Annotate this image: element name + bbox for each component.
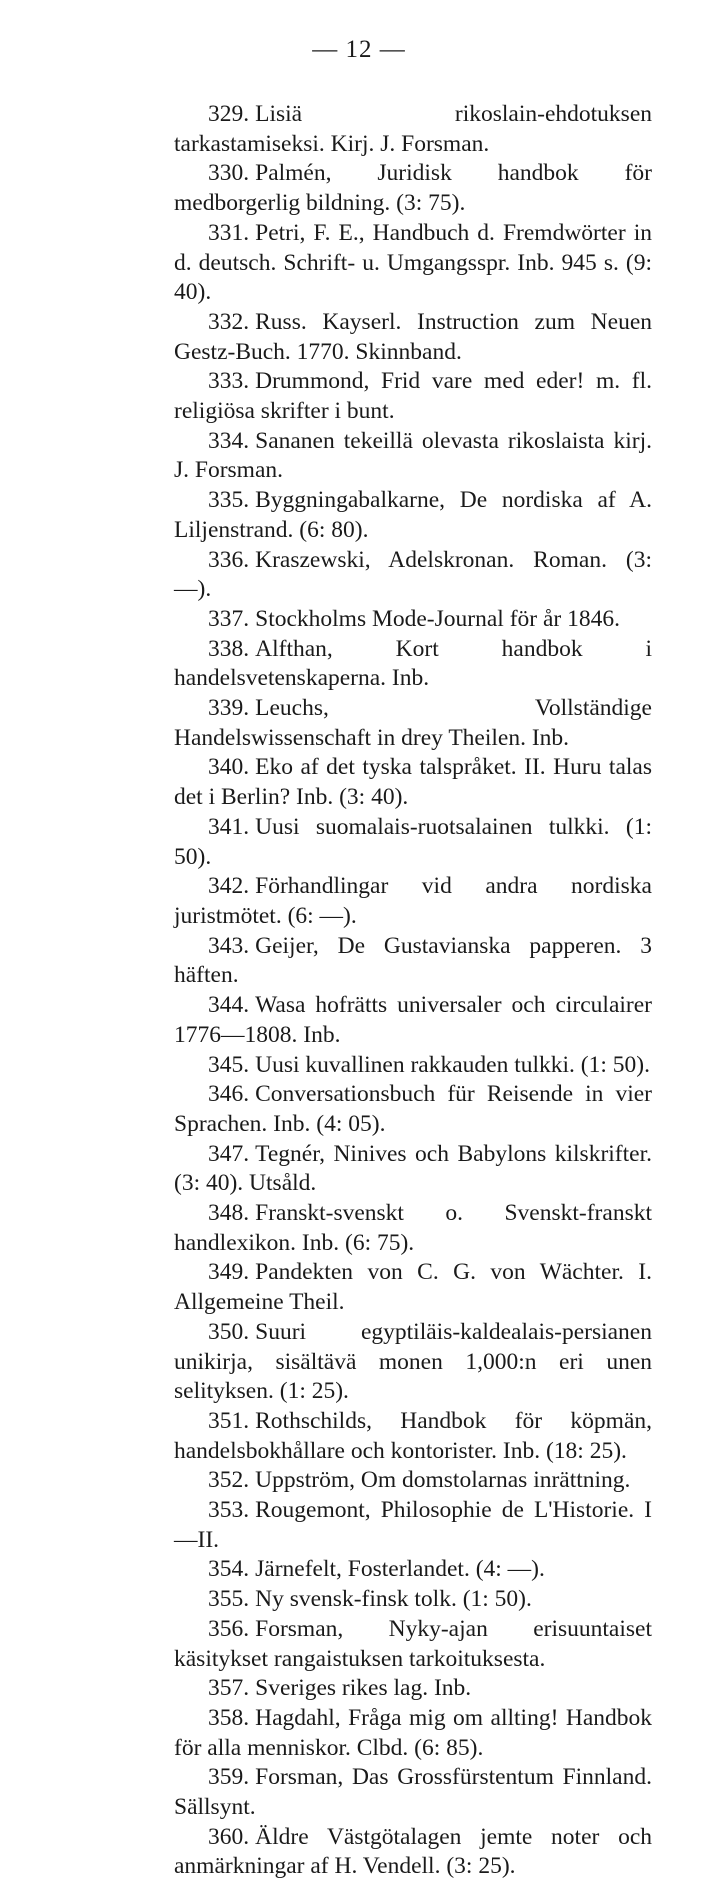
entry-text: Stockholms Mode-Journal för år 1846. [255,605,620,632]
entry-text: Ny svensk-finsk tolk. (1: 50). [255,1586,532,1613]
entry-text: Wasa hofrätts universaler och circulairer 1776—1808. Inb. [174,992,652,1048]
entry-text: Russ. Kayserl. Instruction zum Neuen Gestz-Buch. 1770. Skinnband. [174,308,652,365]
catalog-entry [174,1555,652,1585]
entry-text: Tegnér, Ninives och Babylons kilskrifter. (3: 40). Utsåld. [174,1140,652,1197]
entry-text: Äldre Västgötalagen jemte noter och anmärkningar af H. Vendell. (3: 25). [174,1823,652,1880]
catalog-entry [174,1763,652,1822]
entry-number: 336. [208,546,250,573]
entry-text: Uusi suomalais-ruotsalainen tulkki. (1: 50). [174,813,652,870]
entry-text: Suuri egyptiläis-kaldealais-persianen unikirja, sisältävä monen 1,000:n eri unen selityksen. (1: 25). [174,1318,652,1405]
entry-text: Sveriges rikes lag. Inb. [255,1675,472,1702]
catalog-entry [174,753,652,812]
entry-text: Rougemont, Philosophie de L'Historie. I—II. [174,1497,652,1553]
catalog-entry [174,635,652,694]
catalog-entry [174,219,652,308]
catalog-entry [174,813,652,872]
entry-number: 346. [208,1081,250,1108]
entry-number: 350. [208,1318,250,1345]
entry-text: Rothschilds, Handbok för köpmän, handelsbokhållare och kontorister. Inb. (18: 25). [174,1407,652,1464]
catalog-entry [174,932,652,991]
catalog-entry [174,427,652,486]
entry-text: Kraszewski, Adelskronan. Roman. (3: —). [174,546,652,603]
catalog-entry [174,367,652,426]
catalog-entry [174,694,652,753]
entry-number: 337. [208,605,250,632]
entry-text: Petri, F. E., Handbuch d. Fremdwörter in d. deutsch. Schrift- u. Umgangsspr. Inb. 945 s. (9: 40). [174,219,652,306]
entry-number: 329. [208,101,250,127]
entry-text: Hagdahl, Fråga mig om allting! Handbok för alla menniskor. Clbd. (6: 85). [174,1704,652,1761]
entry-number: 341. [208,813,250,840]
catalog-entry [174,1823,652,1882]
entry-number: 335. [208,487,250,514]
entry-number: 355. [208,1586,250,1613]
entry-number: 339. [208,695,250,722]
entry-text: Leuchs, Vollständige Handelswissenschaft in drey Theilen. Inb. [174,695,652,751]
entry-number: 351. [208,1407,250,1434]
catalog-entry [174,605,652,635]
entry-number: 347. [208,1140,250,1167]
entry-number: 342. [208,873,250,900]
entry-text: Drummond, Frid vare med eder! m. fl. religiösa skrifter i bunt. [174,368,652,425]
entry-number: 354. [208,1556,250,1583]
entry-number: 340. [208,754,250,781]
entry-number: 331. [208,219,250,246]
entry-text: Uusi kuvallinen rakkauden tulkki. (1: 50). [255,1051,650,1078]
entry-text: Uppström, Om domstolarnas inrättning. [255,1467,631,1494]
entry-number: 344. [208,992,250,1019]
entry-text: Eko af det tyska talspråket. II. Huru talas det i Berlin? Inb. (3: 40). [174,754,652,811]
entry-number: 348. [208,1200,250,1227]
catalog-entry [174,1615,652,1674]
entry-text: Pandekten von C. G. von Wächter. I. Allgemeine Theil. [174,1259,652,1316]
catalog-entry [174,100,652,159]
entry-number: 352. [208,1467,250,1494]
entry-number: 356. [208,1615,250,1642]
entry-number: 338. [208,635,250,662]
entry-number: 353. [208,1497,250,1524]
entry-text: Forsman, Das Grossfürstentum Finnland. Sällsynt. [174,1764,652,1821]
entry-text: Palmén, Juridisk handbok för medborgerlig bildning. (3: 75). [174,160,652,217]
catalog-entry [174,1496,652,1555]
page-number: — 12 — [312,36,406,63]
entry-number: 359. [208,1764,250,1791]
catalog-entry [174,308,652,367]
entry-text: Forsman, Nyky-ajan erisuuntaiset käsitykset rangaistuksen tarkoituksesta. [174,1615,652,1672]
catalog-entry [174,1407,652,1466]
entry-text: Järnefelt, Fosterlandet. (4: —). [255,1556,545,1583]
catalog-entry [174,1051,652,1081]
entry-number: 333. [208,368,250,395]
entry-number: 360. [208,1823,250,1850]
entry-number: 349. [208,1259,250,1286]
entry-number: 357. [208,1675,250,1702]
entry-number: 345. [208,1051,250,1078]
catalog-entry [174,1585,652,1615]
catalog-entry [174,546,652,605]
catalog-entry [174,486,652,545]
entry-text: Förhandlingar vid andra nordiska juristmötet. (6: —). [174,873,652,929]
catalog-entry-list [174,100,652,1882]
catalog-entry [174,159,652,218]
entry-number: 343. [208,932,250,959]
entry-text: Geijer, De Gustavianska papperen. 3 häften. [174,932,652,989]
catalog-entry [174,1080,652,1139]
catalog-entry [174,1318,652,1407]
entry-text: Lisiä rikoslain-ehdotuksen tarkastamiseksi. Kirj. J. Forsman. [174,101,652,157]
catalog-entry [174,872,652,931]
catalog-entry [174,1674,652,1704]
catalog-entry [174,991,652,1050]
entry-text: Alfthan, Kort handbok i handelsvetenskaperna. Inb. [174,635,652,692]
entry-text: Franskt-svenskt o. Svenskt-franskt handlexikon. Inb. (6: 75). [174,1200,652,1256]
entry-text: Byggningabalkarne, De nordiska af A. Liljenstrand. (6: 80). [174,487,652,543]
entry-number: 334. [208,427,250,454]
catalog-entry [174,1704,652,1763]
entry-number: 332. [208,308,250,335]
entry-text: Conversationsbuch für Reisende in vier Sprachen. Inb. (4: 05). [174,1081,652,1137]
entry-number: 330. [208,160,250,187]
catalog-entry [174,1140,652,1199]
entry-text: Sananen tekeillä olevasta rikoslaista kirj. J. Forsman. [174,427,652,484]
catalog-entry [174,1199,652,1258]
catalog-entry [174,1258,652,1317]
entry-number: 358. [208,1704,250,1731]
catalog-entry [174,1466,652,1496]
